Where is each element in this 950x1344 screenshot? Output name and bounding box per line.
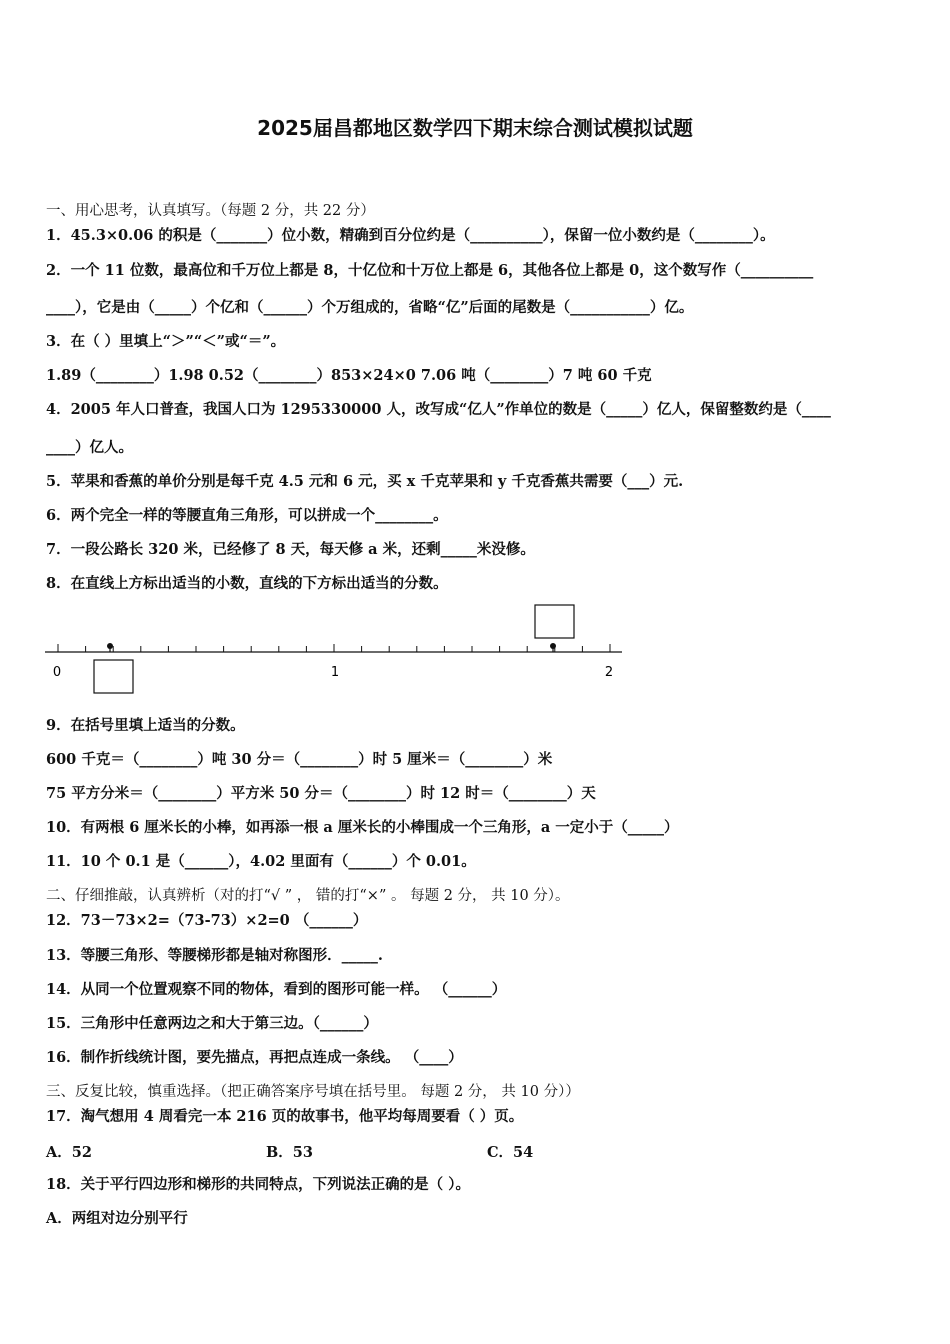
- question-13: 13．等腰三角形、等腰梯形都是轴对称图形．_____.: [46, 947, 383, 964]
- question-5: 5．苹果和香蕉的单价分别是每千克 4.5 元和 6 元，买 x 千克苹果和 y 千克香蕉共需要（___）元.: [46, 473, 684, 490]
- page-title: 2025届昌都地区数学四下期末综合测试模拟试题: [257, 116, 693, 140]
- question-8: 8．在直线上方标出适当的小数，直线的下方标出适当的分数。: [46, 575, 448, 592]
- question-9: 9．在括号里填上适当的分数。: [46, 717, 245, 734]
- question-16: 16．制作折线统计图，要先描点，再把点连成一条线。 （____）: [46, 1049, 463, 1066]
- option-c[interactable]: C．54: [487, 1144, 534, 1161]
- question-9-row-2: 75 平方分米＝（________）平方米 50 分＝（________）时 12 时＝（________）天: [46, 785, 596, 802]
- answer-box-above[interactable]: [535, 605, 574, 638]
- question-3: 3．在（ ）里填上“＞”“＜”或“＝”。: [46, 333, 286, 350]
- question-7: 7．一段公路长 320 米，已经修了 8 天，每天修 a 米，还剩_____米没修。: [46, 541, 535, 558]
- question-12: 12．73－73×2=（73-73）×2=0 （______）: [46, 912, 368, 929]
- tick-label-2: 2: [604, 665, 614, 680]
- question-11: 11．10 个 0.1 是（______），4.02 里面有（______）个 0.01。: [46, 853, 476, 870]
- question-1: 1．45.3×0.06 的积是（_______）位小数，精确到百分位约是（__________），保留一位小数约是（________）。: [46, 227, 775, 244]
- section-2-heading: 二、仔细推敲，认真辨析（对的打“√ ” ， 错的打“×” 。 每题 2 分， 共 10 分）。: [46, 888, 570, 904]
- question-18: 18．关于平行四边形和梯形的共同特点，下列说法正确的是（ ）。: [46, 1176, 470, 1193]
- section-1-heading: 一、用心思考，认真填写。（每题 2 分，共 22 分）: [46, 203, 375, 219]
- tick-label-0: 0: [52, 665, 62, 680]
- number-line-figure: [40, 600, 640, 700]
- question-9-row-1: 600 千克＝（________）吨 30 分＝（________）时 5 厘米＝（________）米: [46, 751, 553, 768]
- question-4-line-2: ____）亿人。: [46, 439, 133, 456]
- option-a[interactable]: A．52: [46, 1144, 92, 1161]
- question-14: 14．从同一个位置观察不同的物体，看到的图形可能一样。 （______）: [46, 981, 507, 998]
- section-3-heading: 三、反复比较，慎重选择。（把正确答案序号填在括号里。 每题 2 分， 共 10 分））: [46, 1084, 580, 1100]
- number-line-ticks: [58, 644, 610, 652]
- question-3-items: 1.89（________）1.98 0.52（________）853×24×0 7.06 吨（________）7 吨 60 千克: [46, 367, 652, 384]
- question-10: 10．有两根 6 厘米长的小棒，如再添一根 a 厘米长的小棒围成一个三角形，a 一定小于（_____）: [46, 819, 679, 836]
- question-17: 17．淘气想用 4 周看完一本 216 页的故事书，他平均每周要看（ ）页。: [46, 1108, 524, 1125]
- tick-label-1: 1: [330, 665, 340, 680]
- question-2-line-1: 2．一个 11 位数，最高位和千万位上都是 8，十亿位和十万位上都是 6，其他各位上都是 0，这个数写作（__________: [46, 262, 814, 279]
- question-2-line-2: ____），它是由（_____）个亿和（______）个万组成的，省略“亿”后面的尾数是（___________）亿。: [46, 299, 694, 316]
- question-15: 15．三角形中任意两边之和大于第三边。（______）: [46, 1015, 378, 1032]
- option-b[interactable]: B．53: [266, 1144, 313, 1161]
- answer-box-below[interactable]: [94, 660, 133, 693]
- question-18-option-a[interactable]: A．两组对边分别平行: [46, 1210, 188, 1227]
- question-4-line-1: 4．2005 年人口普查，我国人口为 1295330000 人，改写成“亿人”作单位的数是（_____）亿人，保留整数约是（____: [46, 401, 831, 418]
- question-6: 6．两个完全一样的等腰直角三角形，可以拼成一个________。: [46, 507, 448, 524]
